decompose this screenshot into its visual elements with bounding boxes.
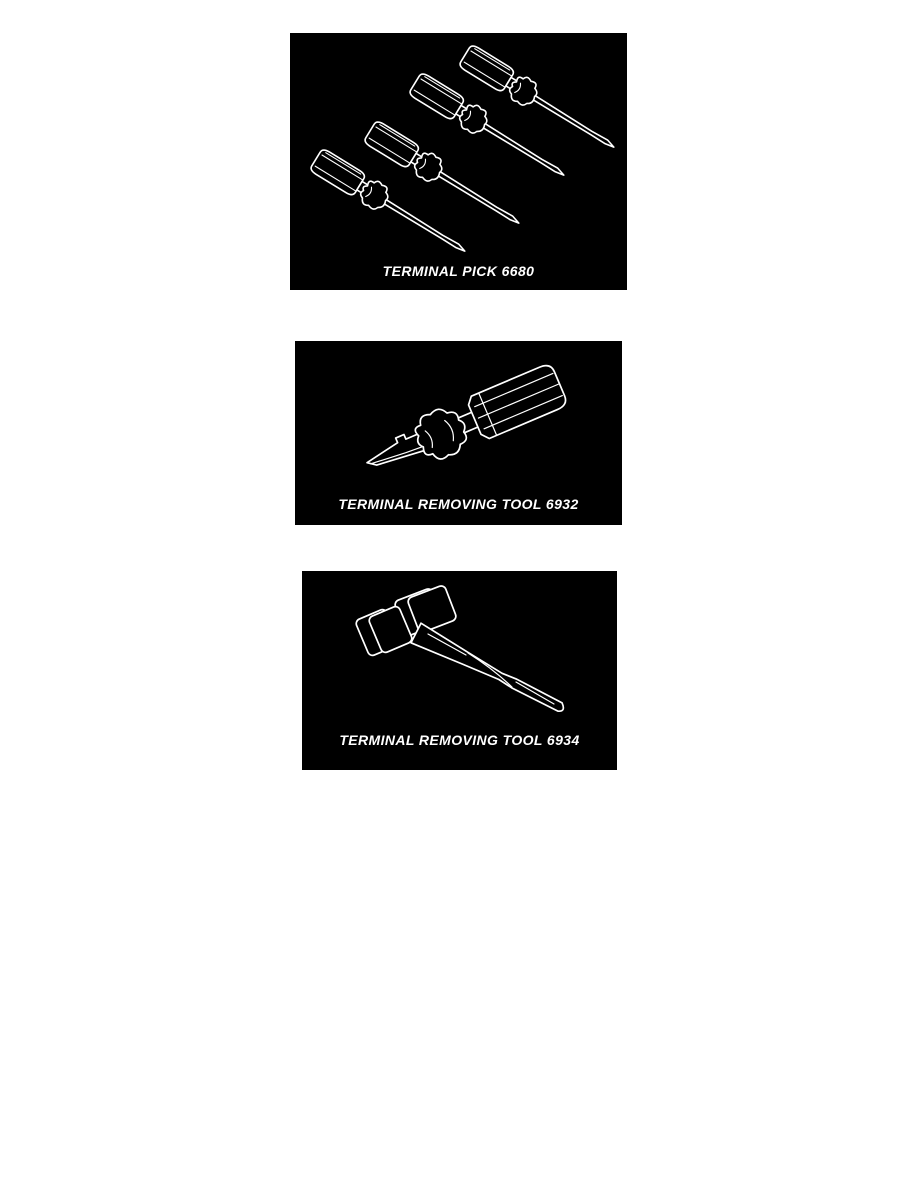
figure-terminal-removing-tool-6934	[302, 571, 617, 770]
figure-caption: TERMINAL PICK 6680	[382, 263, 535, 279]
figure-caption: TERMINAL REMOVING TOOL 6934	[339, 732, 580, 748]
figure-terminal-removing-tool-6932	[295, 341, 622, 525]
terminal-pick-illustration	[290, 33, 627, 290]
figure-terminal-pick-6680	[290, 33, 627, 290]
figure-caption: TERMINAL REMOVING TOOL 6932	[338, 496, 579, 512]
